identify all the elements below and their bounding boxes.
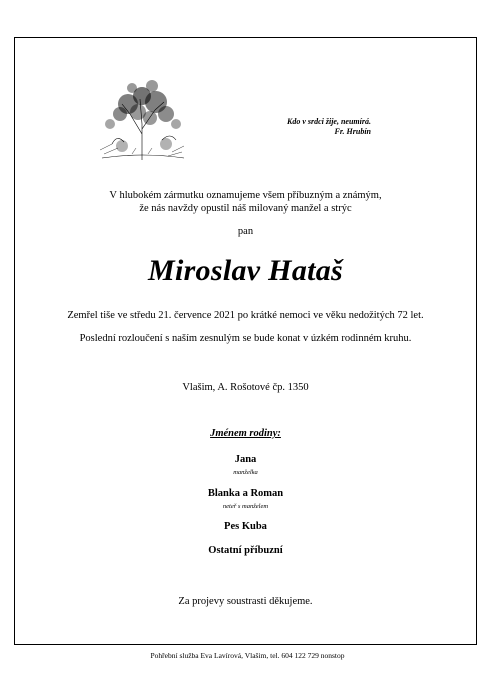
family-member-name: Ostatní příbuzní [208, 545, 283, 556]
family-heading: Jménem rodiny: [210, 428, 281, 439]
family-member-relation: manželka [233, 469, 258, 476]
farewell-notice: Poslední rozloučení s naším zesnulým se bude konat v úzkém rodinném kruhu. [79, 333, 412, 344]
deceased-name: Miroslav Hataš [147, 254, 344, 287]
death-notice: Zemřel tiše ve středu 21. července 2021 po krátké nemoci ve věku nedožitých 72 let. [67, 310, 424, 321]
title-pan: pan [237, 226, 254, 237]
epitaph-quote [287, 117, 371, 137]
quote-author: Fr. Hrubín [334, 127, 371, 136]
intro-line-1: V hlubokém zármutku oznamujeme všem příbuzným a známým, [109, 190, 382, 201]
funeral-service-footer: Pohřební služba Eva Lavírová, Vlašim, tel. 604 122 729 nonstop [150, 651, 345, 660]
tree-illustration [92, 74, 192, 162]
address: Vlašim, A. Rošotové čp. 1350 [182, 382, 309, 393]
family-member-name: Pes Kuba [224, 521, 267, 532]
announcement-intro [14, 189, 477, 215]
family-member-name: Blanka a Roman [207, 488, 284, 499]
family-member-relation: neteř s manželem [222, 503, 269, 510]
intro-line-2: že nás navždy opustil náš milovaný manžel a strýc [139, 203, 352, 214]
family-member-name: Jana [234, 454, 257, 465]
quote-text: Kdo v srdci žije, neumírá. [286, 117, 371, 126]
thanks-text: Za projevy soustrasti děkujeme. [178, 596, 313, 607]
